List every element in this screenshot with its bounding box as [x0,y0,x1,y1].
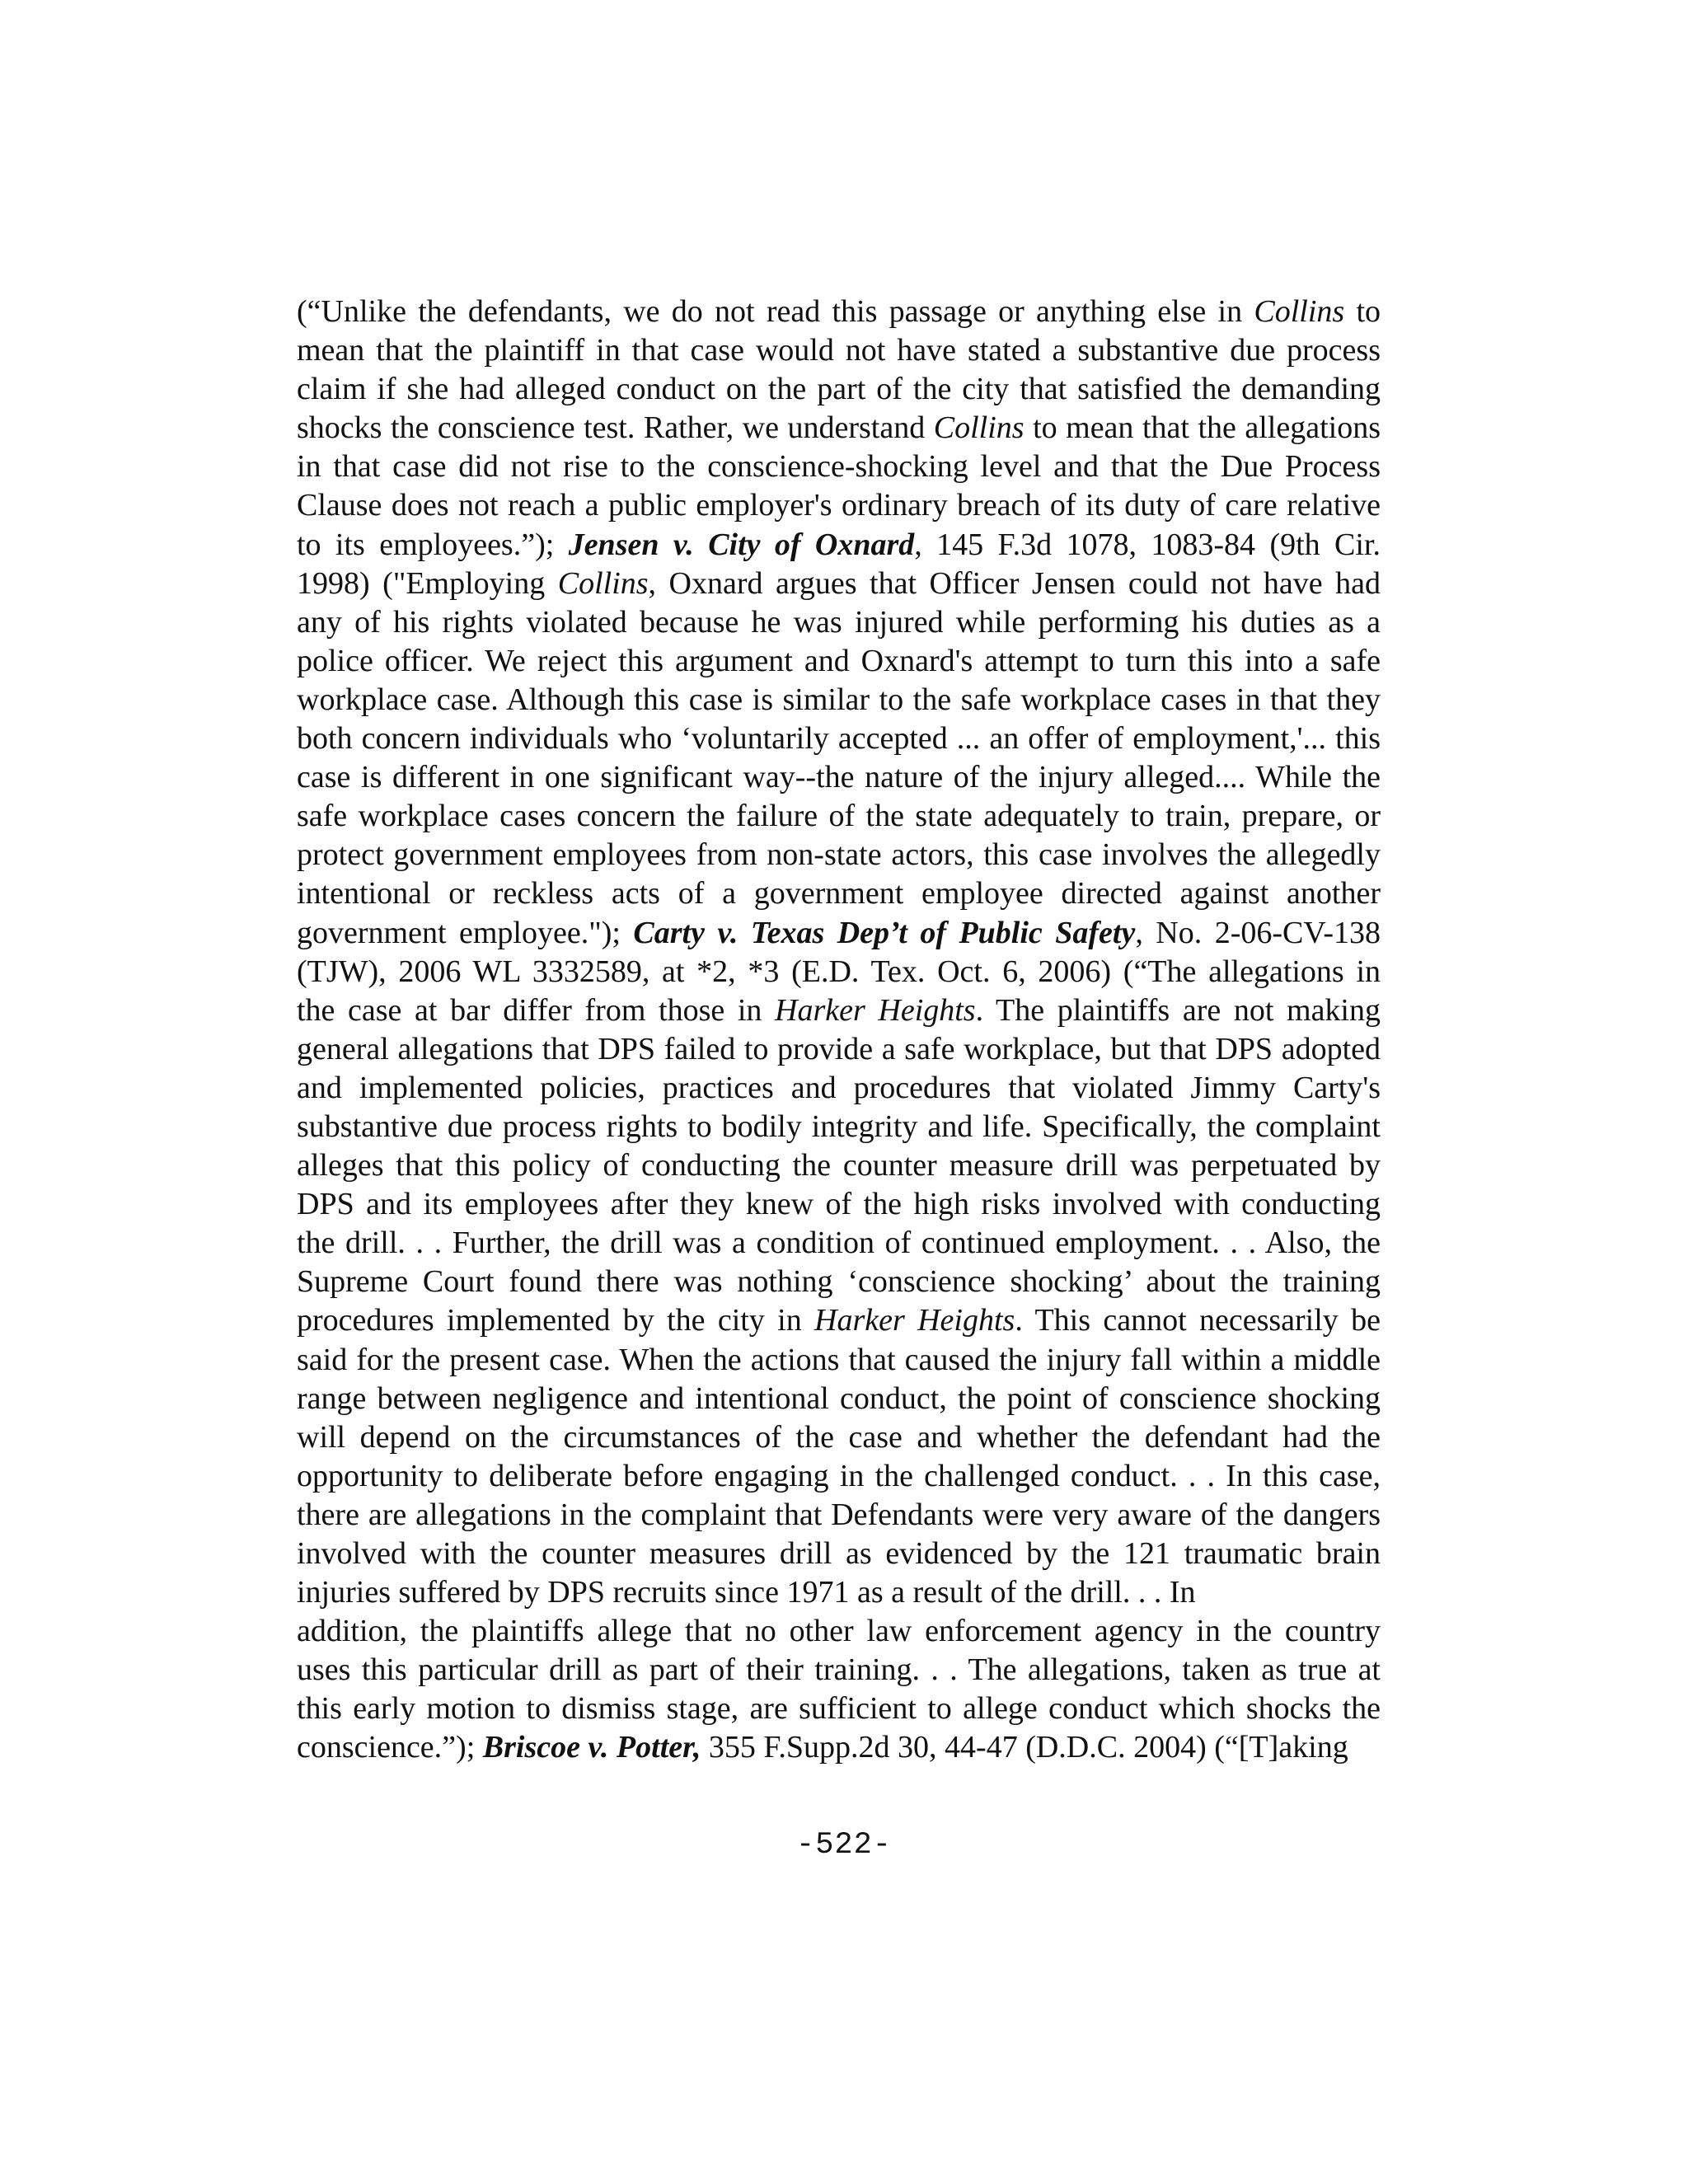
text-run: government employee."); [297,915,634,950]
text-line [297,681,1381,719]
text-line [297,1380,1381,1418]
text-run: workplace case. Although this case is similar to the safe workplace cases in that they [297,682,1381,717]
text-line [297,914,1381,953]
text-line [297,370,1381,409]
text-line [297,1690,1381,1728]
text-line [297,409,1381,448]
text-run: will depend on the circumstances of the case and whether the defendant had the [297,1419,1381,1455]
italic-case-name: Harker Heights [814,1303,1015,1338]
text-line [297,836,1381,874]
text-run: shocks the conscience test. Rather, we understand [297,410,934,446]
text-line [297,1612,1381,1651]
text-run: conscience.”); [297,1730,483,1765]
text-run: claim if she had alleged conduct on the part of the city that satisfied the demanding [297,372,1381,407]
text-run: (TJW), 2006 WL 3332589, at *2, *3 (E.D. Tex. Oct. 6, 2006) (“The allegations in [297,954,1381,989]
italic-case-name: Collins [933,410,1025,446]
text-run: police officer. We reject this argument and Oxnard's attempt to turn this into a safe [297,643,1381,678]
case-citation: Briscoe v. Potter, [482,1730,701,1765]
text-run: . This cannot necessarily be [1015,1303,1381,1338]
text-line [297,1224,1381,1263]
text-run: 1998) ("Employing [297,565,558,601]
text-line [297,1573,1381,1612]
body-text [297,293,1381,1768]
text-run: said for the present case. When the actions that caused the injury fall within a middle [297,1342,1381,1377]
page-number: -522- [795,1828,893,1863]
text-line [297,1341,1381,1380]
text-run: intentional or reckless acts of a government employee directed against another [297,876,1381,912]
text-run: mean that the plaintiff in that case would not have stated a substantive due process [297,333,1381,368]
text-line [297,797,1381,836]
text-line [297,1146,1381,1185]
text-run: , 145 F.3d 1078, 1083-84 (9th Cir. [914,527,1381,562]
text-run: to [1344,294,1381,329]
text-line [297,1535,1381,1573]
text-line [297,1457,1381,1496]
text-run: involved with the counter measures drill as evidenced by the 121 traumatic brain [297,1536,1381,1571]
text-line [297,719,1381,758]
text-run: both concern individuals who ‘voluntarily accepted ... an offer of employment,'... this [297,721,1381,757]
text-run: Supreme Court found there was nothing ‘conscience shocking’ about the training [297,1264,1381,1300]
text-run: to its employees.”); [297,527,569,562]
text-run: substantive due process rights to bodily integrity and life. Specifically, the complaint [297,1108,1381,1144]
text-run: to mean that the allegations [1024,410,1381,446]
text-run: Clause does not reach a public employer's ordinary breach of its duty of care relative [297,488,1381,523]
text-run: protect government employees from non-state actors, this case involves the allegedly [297,837,1381,873]
text-run: , No. 2-06-CV-138 [1135,915,1381,950]
text-run: in that case did not rise to the conscience-shocking level and that the Due Process [297,449,1381,485]
text-line [297,293,1381,331]
text-line [297,991,1381,1030]
text-line [297,1030,1381,1069]
text-run: the drill. . . Further, the drill was a condition of continued employment. . . Also, the [297,1226,1381,1261]
text-line [297,603,1381,642]
italic-case-name: Collins [557,565,649,601]
text-run: DPS and its employees after they knew of the high risks involved with conducting [297,1187,1381,1222]
text-line [297,1651,1381,1690]
text-line [297,1301,1381,1340]
text-run: safe workplace cases concern the failure of the state adequately to train, prepare, or [297,799,1381,834]
text-line [297,1108,1381,1146]
text-run: and implemented policies, practices and procedures that violated Jimmy Carty's [297,1070,1381,1105]
text-line [297,642,1381,681]
text-line [297,1185,1381,1224]
text-run: this early motion to dismiss stage, are sufficient to allege conduct which shocks the [297,1691,1381,1727]
text-run: general allegations that DPS failed to provide a safe workplace, but that DPS adopted [297,1031,1381,1066]
text-line [297,486,1381,525]
text-run: 355 F.Supp.2d 30, 44-47 (D.D.C. 2004) (“[T]aking [701,1730,1348,1765]
text-line [297,953,1381,991]
text-line [297,1263,1381,1301]
text-line [297,448,1381,486]
text-line [297,874,1381,913]
text-run: procedures implemented by the city in [297,1303,815,1338]
text-run: any of his rights violated because he was injured while performing his duties as a [297,604,1381,640]
text-run: (“Unlike the defendants, we do not read this passage or anything else in [297,294,1254,329]
text-line [297,758,1381,797]
text-run: . The plaintiffs are not making [975,992,1381,1028]
text-run: injuries suffered by DPS recruits since 1971 as a result of the drill. . . In [297,1575,1196,1610]
text-line [297,1069,1381,1108]
text-run: the case at bar differ from those in [297,992,776,1028]
text-line [297,526,1381,565]
text-line [297,565,1381,603]
text-line [297,1496,1381,1535]
text-line [297,1418,1381,1457]
text-line [297,331,1381,370]
text-run: , Oxnard argues that Officer Jensen could not have had [648,565,1381,601]
case-citation: Carty v. Texas Dep’t of Public Safety [633,915,1136,950]
text-run: case is different in one significant way--the nature of the injury alleged.... While the [297,760,1381,795]
case-citation: Jensen v. City of Oxnard [568,527,915,562]
italic-case-name: Harker Heights [775,992,976,1028]
text-line [297,1728,1381,1767]
text-run: there are allegations in the complaint that Defendants were very aware of the dangers [297,1497,1381,1532]
text-run: opportunity to deliberate before engaging in the challenged conduct. . . In this case, [297,1458,1381,1493]
text-run: alleges that this policy of conducting the counter measure drill was perpetuated by [297,1148,1381,1183]
italic-case-name: Collins [1254,294,1345,329]
text-run: uses this particular drill as part of their training. . . The allegations, taken as true at [297,1652,1381,1688]
text-run: range between negligence and intentional conduct, the point of conscience shocking [297,1380,1381,1416]
text-run: addition, the plaintiffs allege that no other law enforcement agency in the country [297,1614,1381,1649]
